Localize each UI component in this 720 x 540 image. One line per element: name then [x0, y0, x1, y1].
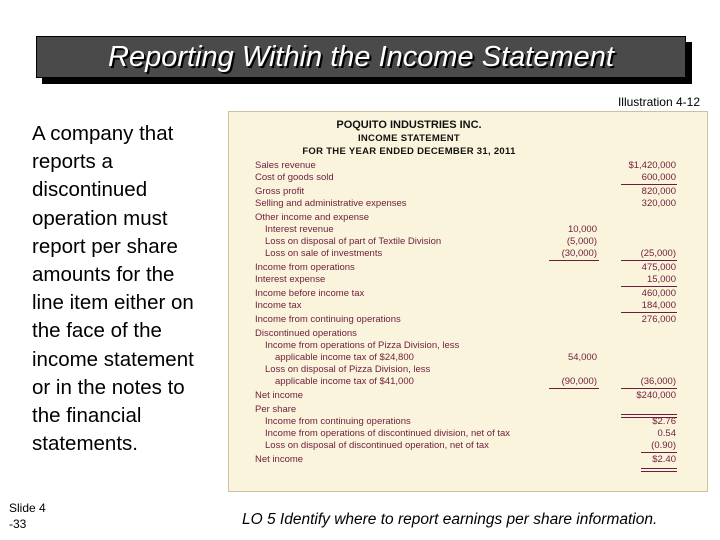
- statement-row-label: Gross profit: [255, 186, 305, 197]
- statement-row-amount-total: (25,000): [640, 248, 676, 259]
- body-text-line: statements.: [32, 432, 138, 456]
- statement-row-label: Net income: [255, 454, 304, 465]
- statement-row-label: Income from operations of Pizza Division, less: [265, 340, 460, 351]
- statement-row-amount-total: 475,000: [641, 262, 676, 273]
- body-text-line: A company that: [32, 122, 174, 145]
- statement-row: [229, 172, 709, 184]
- statement-row-amount-total: (36,000): [640, 376, 676, 387]
- body-text-line: report per share: [32, 234, 178, 258]
- body-text-line: line item either on: [32, 291, 194, 315]
- statement-row-amount-inner: (30,000): [561, 248, 597, 259]
- statement-row-label: Income tax: [255, 300, 302, 311]
- statement-row-amount-total: 460,000: [641, 288, 676, 299]
- double-underline: [641, 468, 677, 472]
- statement-row-amount-inner: 54,000: [567, 352, 597, 363]
- statement-row: [229, 212, 709, 224]
- body-text-line: the financial: [32, 404, 142, 428]
- underline: [641, 452, 677, 453]
- statement-row: [229, 314, 709, 326]
- learning-objective-footer: LO 5 Identify where to report earnings per share information.: [242, 511, 658, 528]
- statement-company: POQUITO INDUSTRIES INC.: [336, 119, 482, 131]
- statement-row-label: Loss on disposal of part of Textile Division: [265, 236, 442, 247]
- statement-row: [229, 288, 709, 300]
- statement-row-label: Net income: [255, 390, 304, 401]
- statement-row: [229, 352, 709, 364]
- statement-row-label: Loss on disposal of discontinued operation, net of tax: [265, 440, 489, 451]
- statement-row: [229, 428, 709, 440]
- statement-row-amount-total: $240,000: [636, 390, 676, 401]
- body-text: [32, 120, 222, 458]
- statement-row: [229, 364, 709, 376]
- statement-row-amount-total: 184,000: [641, 300, 676, 311]
- body-text-line: operation must: [32, 206, 168, 230]
- income-statement-panel: [228, 111, 708, 492]
- statement-row: [229, 274, 709, 286]
- underline: [621, 388, 677, 389]
- slide-number: [9, 500, 46, 532]
- statement-row-label: Loss on sale of investments: [265, 248, 383, 259]
- underline: [621, 312, 677, 313]
- statement-row-amount-total: (0.90): [651, 440, 676, 451]
- statement-row: [229, 262, 709, 274]
- slide-number-line: -33: [9, 517, 27, 531]
- statement-row-label: Income from operations of discontinued division, net of tax: [265, 428, 511, 439]
- statement-row-label: Income from operations: [255, 262, 355, 273]
- body-text-line: reports a: [32, 150, 113, 174]
- statement-name: INCOME STATEMENT: [357, 133, 461, 144]
- underline: [549, 260, 599, 261]
- statement-row: [229, 248, 709, 260]
- statement-row-label: Interest expense: [255, 274, 326, 285]
- statement-row-label: Income from continuing operations: [265, 416, 411, 427]
- statement-row: [229, 300, 709, 312]
- statement-row: [229, 224, 709, 236]
- statement-row-amount-total: 820,000: [641, 186, 676, 197]
- illustration-label: Illustration 4-12: [617, 95, 700, 109]
- slide-number-line: Slide 4: [9, 501, 46, 515]
- statement-row-amount-total: 600,000: [641, 172, 676, 183]
- slide-title: Reporting Within the Income Statement: [36, 36, 686, 78]
- statement-row-amount-total: $1,420,000: [628, 160, 676, 171]
- body-text-line: income statement: [32, 347, 194, 371]
- statement-row-label: Selling and administrative expenses: [255, 198, 407, 209]
- statement-row: [229, 390, 709, 402]
- statement-row: [229, 376, 709, 388]
- underline: [621, 184, 677, 185]
- statement-row: [229, 198, 709, 210]
- statement-row-amount-total: 0.54: [657, 428, 676, 439]
- statement-row-label: Discontinued operations: [255, 328, 357, 339]
- statement-row: [229, 186, 709, 198]
- body-text-line: amounts for the: [32, 263, 175, 287]
- statement-row-label: Sales revenue: [255, 160, 316, 171]
- statement-row-label: Cost of goods sold: [255, 172, 334, 183]
- underline: [549, 388, 599, 389]
- statement-row-amount-total: 320,000: [641, 198, 676, 209]
- statement-row: [229, 340, 709, 352]
- statement-row: [229, 454, 709, 466]
- statement-row-label: Other income and expense: [255, 212, 370, 223]
- statement-row-label: Income before income tax: [255, 288, 365, 299]
- statement-row-label: Loss on disposal of Pizza Division, less: [265, 364, 431, 375]
- statement-row-amount-total: 15,000: [646, 274, 676, 285]
- statement-row-amount-inner: (5,000): [566, 236, 597, 247]
- statement-row-label: applicable income tax of $24,800: [275, 352, 414, 363]
- underline: [621, 286, 677, 287]
- statement-row: [229, 160, 709, 172]
- statement-period: FOR THE YEAR ENDED DECEMBER 31, 2011: [302, 146, 516, 157]
- statement-row: [229, 328, 709, 340]
- body-text-line: or in the notes to: [32, 375, 185, 399]
- statement-row-label: Per share: [255, 404, 297, 415]
- statement-row-label: Income from continuing operations: [255, 314, 401, 325]
- statement-row-label: applicable income tax of $41,000: [275, 376, 414, 387]
- statement-row-label: Interest revenue: [265, 224, 334, 235]
- statement-row: [229, 236, 709, 248]
- statement-row-amount-total: $2.40: [652, 454, 676, 465]
- statement-row-amount-inner: 10,000: [567, 224, 597, 235]
- statement-row-amount-total: 276,000: [641, 314, 676, 325]
- double-underline: [621, 414, 677, 418]
- statement-row-amount-inner: (90,000): [561, 376, 597, 387]
- statement-row: [229, 440, 709, 452]
- body-text-line: the face of the: [32, 319, 162, 343]
- underline: [621, 260, 677, 261]
- statement-row-amount-total: $2.76: [652, 416, 676, 427]
- body-text-line: discontinued: [32, 178, 148, 202]
